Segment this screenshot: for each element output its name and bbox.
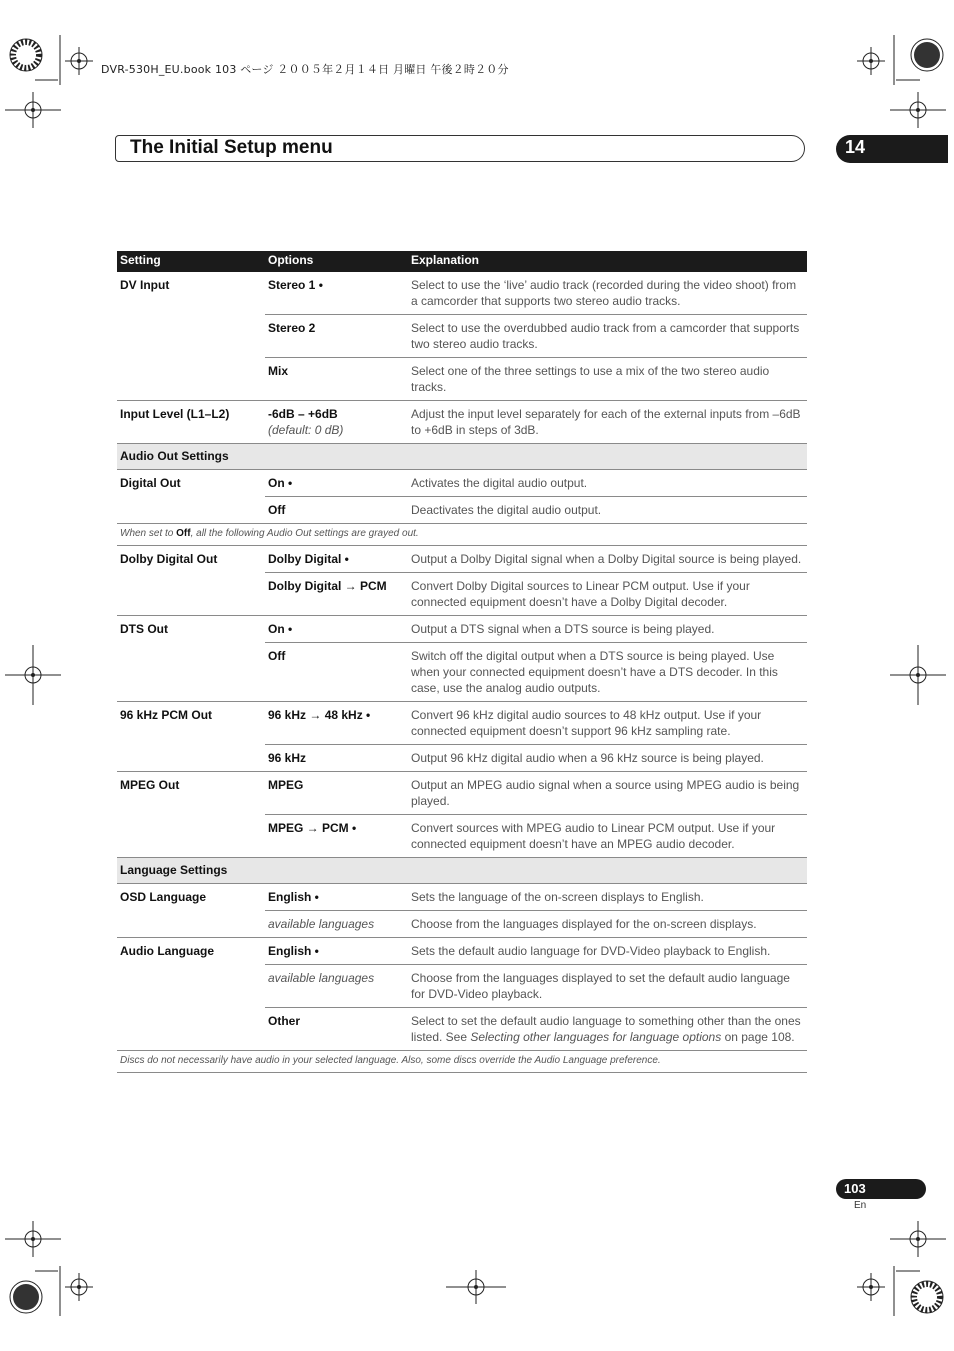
- page-language-code: En: [854, 1200, 867, 1211]
- explanation-cell: Deactivates the digital audio output.: [408, 497, 807, 524]
- page-number: 103: [844, 1181, 866, 1196]
- option-cell: Dolby Digital •: [265, 546, 408, 573]
- explanation-text: on page 108.: [721, 1030, 795, 1044]
- option-cell: [265, 401, 408, 444]
- option-cell: Stereo 2: [265, 315, 408, 358]
- section-row: [117, 444, 807, 470]
- option-cell: English •: [265, 938, 408, 965]
- setting-dv-input: DV Input: [120, 278, 170, 292]
- explanation-cell: Sets the default audio language for DVD-Video playback to English.: [408, 938, 807, 965]
- table-row: [117, 272, 807, 315]
- header-setting: Setting: [117, 251, 265, 272]
- print-header: DVR-530H_EU.book 103 ページ ２００５年２月１４日 月曜日 午後２時２０分: [101, 63, 509, 76]
- option-cell: Other: [265, 1008, 408, 1051]
- option-cell: English •: [265, 884, 408, 911]
- chapter-title-bar: [115, 135, 805, 162]
- table-header-row: [117, 251, 807, 272]
- option-cell: Off: [265, 643, 408, 702]
- section-audio-out: Audio Out Settings: [117, 444, 807, 470]
- note-grayed-out: [117, 524, 807, 546]
- table-row: [117, 401, 807, 444]
- note-text: , all the following Audio Out settings are grayed out.: [190, 528, 419, 539]
- header-options: Options: [265, 251, 408, 272]
- setting-96khz-pcm-out: 96 kHz PCM Out: [117, 702, 265, 772]
- option-cell: available languages: [265, 911, 408, 938]
- setting-dts-out: DTS Out: [117, 616, 265, 702]
- page-title: The Initial Setup menu: [130, 137, 333, 158]
- option-default-note: (default: 0 dB): [268, 423, 344, 437]
- setting-dolby-digital-out: Dolby Digital Out: [117, 546, 265, 616]
- note-discs: Discs do not necessarily have audio in your selected language. Also, some discs override the Audio Language preference.: [117, 1051, 807, 1073]
- option-cell: MPEG: [265, 772, 408, 815]
- explanation-cell: Adjust the input level separately for each of the external inputs from –6dB to +6dB in steps of 3dB.: [408, 401, 807, 444]
- option-cell: 96 kHz → 48 kHz •: [265, 702, 408, 745]
- chapter-number-tab: [836, 135, 948, 163]
- settings-table: [117, 251, 807, 1073]
- table-row: [117, 772, 807, 815]
- table-row: [117, 546, 807, 573]
- section-language: Language Settings: [117, 858, 807, 884]
- option-cell: available languages: [265, 965, 408, 1008]
- section-row: [117, 858, 807, 884]
- cross-reference-link[interactable]: Selecting other languages for language options: [470, 1030, 722, 1044]
- header-explanation: Explanation: [408, 251, 807, 272]
- option-label: -6dB – +6dB: [268, 407, 338, 421]
- setting-input-level: Input Level (L1–L2): [117, 401, 265, 444]
- explanation-cell: Output 96 kHz digital audio when a 96 kHz source is being played.: [408, 745, 807, 772]
- explanation-cell: Convert sources with MPEG audio to Linear PCM output. Use if your connected equipment doesn’t have an MPEG audio decoder.: [408, 815, 807, 858]
- option-cell: Mix: [265, 358, 408, 401]
- option-cell: 96 kHz: [265, 745, 408, 772]
- explanation-cell: Sets the language of the on-screen displays to English.: [408, 884, 807, 911]
- option-cell: Off: [265, 497, 408, 524]
- setting-audio-language: Audio Language: [117, 938, 265, 1051]
- explanation-cell: Output a DTS signal when a DTS source is being played.: [408, 616, 807, 643]
- note-bold: Off: [176, 528, 191, 539]
- table-row: [117, 938, 807, 965]
- table-row: [117, 702, 807, 745]
- explanation-cell: Activates the digital audio output.: [408, 470, 807, 497]
- option-cell: On •: [265, 470, 408, 497]
- option-cell: Dolby Digital → PCM: [265, 573, 408, 616]
- option-cell: Stereo 1 •: [268, 278, 323, 292]
- table-row: [117, 616, 807, 643]
- note-row: [117, 524, 807, 546]
- explanation-cell: Choose from the languages displayed to set the default audio language for DVD-Video playback.: [408, 965, 807, 1008]
- note-row: [117, 1051, 807, 1073]
- explanation-cell: Select one of the three settings to use a mix of the two stereo audio tracks.: [408, 358, 807, 401]
- explanation-cell: Switch off the digital output when a DTS source is being played. Use when your connected equipment doesn’t have a DTS decoder. In this case, use the analog audio outputs.: [408, 643, 807, 702]
- explanation-cell: Choose from the languages displayed for the on-screen displays.: [408, 911, 807, 938]
- explanation-text: Select to set the default audio language to something other than the ones listed. See: [411, 1014, 801, 1044]
- table-row: [117, 470, 807, 497]
- setting-mpeg-out: MPEG Out: [117, 772, 265, 858]
- explanation-cell: Select to use the ‘live’ audio track (recorded during the video shoot) from a camcorder that supports two stereo audio tracks.: [411, 278, 797, 308]
- explanation-cell: Output a Dolby Digital signal when a Dolby Digital source is being played.: [408, 546, 807, 573]
- explanation-cell: [408, 1008, 807, 1051]
- explanation-cell: Select to use the overdubbed audio track from a camcorder that supports two stereo audio tracks.: [408, 315, 807, 358]
- explanation-cell: Convert Dolby Digital sources to Linear PCM output. Use if your connected equipment doesn’t have a Dolby Digital decoder.: [408, 573, 807, 616]
- setting-digital-out: Digital Out: [117, 470, 265, 524]
- setting-osd-language: OSD Language: [117, 884, 265, 938]
- option-cell: On •: [265, 616, 408, 643]
- option-cell: MPEG → PCM •: [265, 815, 408, 858]
- explanation-cell: Convert 96 kHz digital audio sources to 48 kHz output. Use if your connected equipment doesn’t support 96 kHz sampling rate.: [408, 702, 807, 745]
- explanation-cell: Output an MPEG audio signal when a source using MPEG audio is being played.: [408, 772, 807, 815]
- page-number-tab: [836, 1179, 926, 1199]
- note-text: When set to: [120, 528, 177, 539]
- chapter-number: 14: [845, 137, 866, 157]
- table-row: [117, 884, 807, 911]
